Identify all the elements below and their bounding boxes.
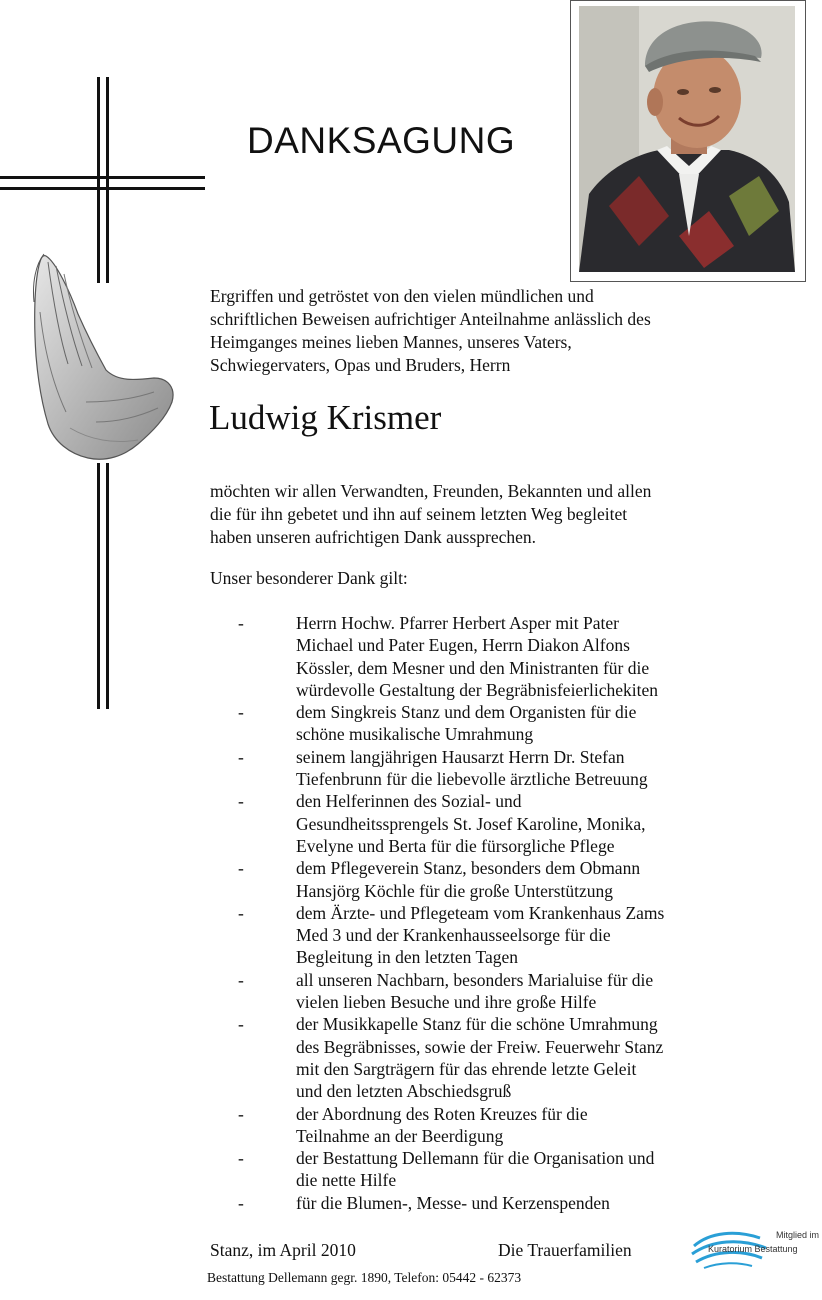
list-dash: - xyxy=(238,858,244,879)
cross-center xyxy=(100,179,106,187)
list-dash: - xyxy=(238,1192,244,1213)
list-item-line: der Bestattung Dellemann für die Organisation und xyxy=(296,1148,655,1169)
logo-text-line2: Kuratorium Bestattung xyxy=(708,1244,798,1254)
list-item-line: Michael und Pater Eugen, Herrn Diakon Alfons xyxy=(296,635,630,656)
list-item-line: des Begräbnisses, sowie der Freiw. Feuerwehr Stanz xyxy=(296,1036,664,1057)
list-item-line: der Musikkapelle Stanz für die schöne Umrahmung xyxy=(296,1014,658,1035)
family-signature: Die Trauerfamilien xyxy=(498,1240,632,1260)
intro-line: Schwiegervaters, Opas und Bruders, Herrn xyxy=(210,355,511,375)
list-item xyxy=(230,1103,730,1148)
list-item-line: all unseren Nachbarn, besonders Marialuise für die xyxy=(296,969,654,990)
list-item-line: Hansjörg Köchle für die große Unterstützung xyxy=(296,880,614,901)
page-title: DANKSAGUNG xyxy=(247,120,516,161)
list-item-line: vielen lieben Besuche und ihre große Hilfe xyxy=(296,992,597,1013)
portrait-image xyxy=(579,6,795,272)
list-item xyxy=(230,701,730,746)
thanks-line: möchten wir allen Verwandten, Freunden, Bekannten und allen xyxy=(210,481,652,501)
list-dash: - xyxy=(238,1014,244,1035)
list-item-line: schöne musikalische Umrahmung xyxy=(296,724,534,745)
list-item-line: Teilnahme an der Beerdigung xyxy=(296,1125,504,1146)
list-item-line: würdevolle Gestaltung der Begräbnisfeierlichekiten xyxy=(296,679,659,700)
logo-text-line1: Mitglied im xyxy=(776,1230,820,1240)
list-dash: - xyxy=(238,702,244,723)
list-item xyxy=(230,1013,730,1102)
list-item xyxy=(230,612,730,701)
list-item-line: und den letzten Abschiedsgruß xyxy=(296,1081,512,1102)
list-dash: - xyxy=(238,902,244,923)
thanks-line: die für ihn gebetet und ihn auf seinem letzten Weg begleitet xyxy=(210,504,628,524)
list-item-line: für die Blumen-, Messe- und Kerzenspenden xyxy=(296,1192,610,1213)
list-item-line: dem Singkreis Stanz und dem Organisten für die xyxy=(296,702,637,723)
intro-line: Heimganges meines lieben Mannes, unseres Vaters, xyxy=(210,332,572,352)
list-item-line: Gesundheitssprengels St. Josef Karoline, Monika, xyxy=(296,813,646,834)
footer-contact: Bestattung Dellemann gegr. 1890, Telefon: 05442 - 62373 xyxy=(207,1270,522,1285)
portrait-photo-frame xyxy=(570,0,806,282)
intro-paragraph xyxy=(210,285,750,377)
list-dash: - xyxy=(238,1103,244,1124)
list-item-line: die nette Hilfe xyxy=(296,1170,397,1191)
thanks-line: haben unseren aufrichtigen Dank aussprechen. xyxy=(210,527,537,547)
kuratorium-logo xyxy=(690,1226,822,1274)
list-item xyxy=(230,790,730,857)
thanks-list xyxy=(230,612,730,1214)
list-item xyxy=(230,969,730,1014)
portrait-photo xyxy=(579,6,795,272)
list-item-line: dem Pflegeverein Stanz, besonders dem Obmann xyxy=(296,858,641,879)
list-item-line: mit den Sargträgern für das ehrende letzte Geleit xyxy=(296,1058,637,1079)
list-dash: - xyxy=(238,969,244,990)
intro-line: Ergriffen und getröstet von den vielen mündlichen und xyxy=(210,286,594,306)
list-item-line: Evelyne und Berta für die fürsorgliche Pflege xyxy=(296,835,615,856)
list-item-line: den Helferinnen des Sozial- und xyxy=(296,791,522,812)
list-item-line: Herrn Hochw. Pfarrer Herbert Asper mit Pater xyxy=(296,613,619,633)
list-item xyxy=(230,857,730,902)
thanks-paragraph xyxy=(210,480,750,549)
deceased-name: Ludwig Krismer xyxy=(209,398,442,437)
list-item-line: Tiefenbrunn für die liebevolle ärztliche Betreuung xyxy=(296,769,648,790)
list-item xyxy=(230,1192,730,1214)
list-item xyxy=(230,746,730,791)
list-item-line: dem Ärzte- und Pflegeteam vom Krankenhaus Zams xyxy=(296,902,665,923)
list-item xyxy=(230,902,730,969)
list-item-line: der Abordnung des Roten Kreuzes für die xyxy=(296,1103,588,1124)
list-item-line: Begleitung in den letzten Tagen xyxy=(296,947,518,968)
list-item-line: Kössler, dem Mesner und den Ministranten für die xyxy=(296,657,650,678)
special-thanks-heading: Unser besonderer Dank gilt: xyxy=(210,568,408,588)
list-item-line: Med 3 und der Krankenhausseelsorge für die xyxy=(296,925,611,946)
list-dash: - xyxy=(238,791,244,812)
list-dash: - xyxy=(238,613,244,633)
list-item-line: seinem langjährigen Hausarzt Herrn Dr. Stefan xyxy=(296,746,625,767)
place-date: Stanz, im April 2010 xyxy=(210,1240,356,1260)
praying-hands-icon xyxy=(26,252,176,464)
intro-line: schriftlichen Beweisen aufrichtiger Anteilnahme anlässlich des xyxy=(210,309,651,329)
list-item xyxy=(230,1147,730,1192)
list-dash: - xyxy=(238,1148,244,1169)
list-dash: - xyxy=(238,746,244,767)
